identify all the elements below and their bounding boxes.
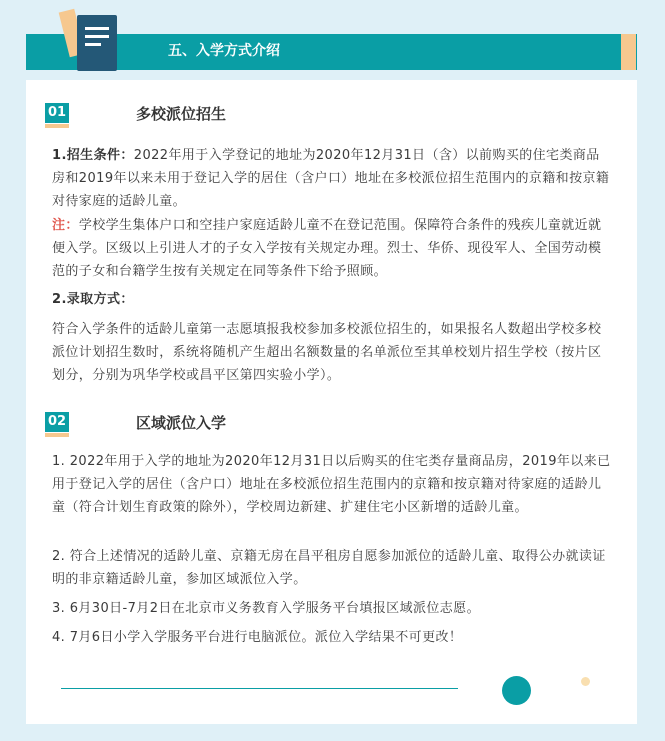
section-header-bar	[26, 34, 637, 70]
section-title: 多校派位招生	[136, 105, 227, 123]
peach-dot-decoration	[581, 677, 590, 686]
list-item: 4. 7月6日小学入学服务平台进行电脑派位。派位入学结果不可更改！	[52, 630, 463, 645]
section-title: 区域派位入学	[136, 414, 227, 432]
notebook-icon	[77, 15, 117, 71]
admission-condition-paragraph	[52, 144, 612, 213]
note-text: 学校学生集体户口和空挂户家庭适龄儿童不在登记范围。保障符合条件的残疾儿童就近就便入学。区级以上引进人才的子女入学按有关规定办理。烈士、华侨、现役军人、全国劳动模范的子女和台籍学生按有关规定在同等条件下给予照顾。	[52, 218, 602, 279]
footer-divider	[61, 688, 458, 689]
admission-method-heading	[52, 288, 612, 311]
list-item: 3. 6月30日-7月2日在北京市义务教育入学服务平台填报区域派位志愿。	[52, 601, 480, 616]
list-item: 2. 符合上述情况的适龄儿童、京籍无房在昌平租房自愿参加派位的适龄儿童、取得公办就读证明的非京籍适龄儿童，参加区域派位入学。	[52, 549, 606, 587]
section-number-underline	[45, 433, 69, 437]
condition-text: 2022年用于入学登记的地址为2020年12月31日（含）以前购买的住宅类商品房和2019年以来未用于登记入学的居住（含户口）地址在多校派位招生范围内的京籍和按京籍对待家庭的适龄儿童。	[52, 148, 610, 209]
header-accent-strip	[621, 34, 636, 70]
section-number-badge: 02	[45, 412, 69, 432]
note-paragraph	[52, 214, 612, 283]
section-number-badge: 01	[45, 103, 69, 123]
condition-label: 1.招生条件：	[52, 148, 134, 163]
list-item: 1. 2022年用于入学的地址为2020年12月31日以后购买的住宅类存量商品房，2019年以来已用于登记入学的居住（含户口）地址在多校派位招生范围内的京籍和按京籍对待家庭的适龄儿童（符合计划生育政策的除外），学校周边新建、扩建住宅小区新增的适龄儿童。	[52, 454, 611, 515]
teal-circle-decoration	[502, 676, 531, 705]
note-label: 注：	[52, 218, 79, 233]
page-title: 五、入学方式介绍	[168, 43, 280, 59]
section-number-underline	[45, 124, 69, 128]
admission-method-paragraph: 符合入学条件的适龄儿童第一志愿填报我校参加多校派位招生的，如果报名人数超出学校多校派位计划招生数时，系统将随机产生超出名额数量的名单派位至其单校划片招生学校（按片区划分，分别为巩华学校或昌平区第四实验小学）。	[52, 322, 602, 383]
admission-label: 2.录取方式：	[52, 292, 134, 307]
